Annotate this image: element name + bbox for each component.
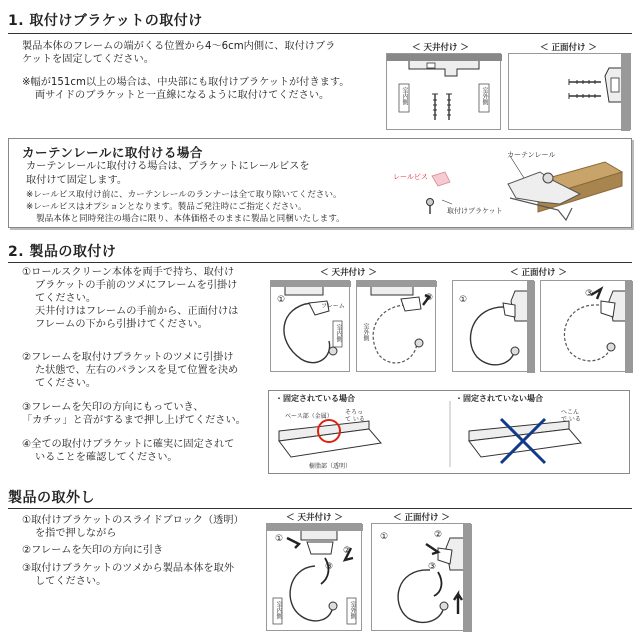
ceiling2-outdoor-label: 室外側 <box>362 323 369 341</box>
curtain-note1: ※レールビス取付け前に、カーテンレールのランナーは全て取り除いてください。 <box>26 190 342 200</box>
section2-ceiling-diagram-2 <box>356 280 436 372</box>
rail-screw-label: レールビス <box>393 173 428 181</box>
section2-step1-line5: フレームの下から引掛けてください。 <box>35 319 208 330</box>
rm-ceiling-outdoor-label: 室外側 <box>349 601 356 619</box>
section1-ceiling-diagram <box>386 53 501 130</box>
section2-title: 2. 製品の取付け <box>8 244 117 260</box>
section2-step3-line2: 「カチッ」と音がするまで押し上げてください。 <box>22 415 246 426</box>
section1-note-line1: ※幅が151cm以上の場合は、中央部にも取付けブラケットが付きます。 <box>22 77 350 88</box>
rm-front-n3: ③ <box>428 562 437 572</box>
rm-front-n2: ② <box>434 530 443 540</box>
section2-step2-line2: た状態で、左右のバランスを見て位置を決め <box>35 365 239 376</box>
section2-step1-line4: 天井付けはフレームの手前から、正面付けは <box>35 306 239 317</box>
section3-step2: ②フレームを矢印の方向に引き <box>22 545 164 556</box>
section3-ceiling-caption: ＜ 天井付け ＞ <box>286 513 343 523</box>
section1-note-line2: 両サイドのブラケットと一直線になるように取付けてください。 <box>35 90 330 101</box>
section3-ceiling-diagram <box>266 523 362 631</box>
section1-ceiling-caption: ＜ 天井付け ＞ <box>412 43 469 53</box>
bracket-label: 取付けブラケット <box>447 207 503 215</box>
rm-ceiling-n3: ③ <box>325 562 334 572</box>
curtain-note2: ※レールビスはオプションとなります。製品ご発注時にご指定ください。 <box>26 202 307 212</box>
section2-step2-line1: ②フレームを取付けブラケットのツメに引掛け <box>22 352 234 363</box>
curtain-line2: 取付けて固定します。 <box>26 175 128 186</box>
bent-label: へこんで いる <box>561 409 581 423</box>
section1-front-caption: ＜ 正面付け ＞ <box>540 43 597 53</box>
ceiling1-step-number: ① <box>277 295 286 305</box>
section3-title: 製品の取外し <box>8 490 95 506</box>
section2-front-diagram-2 <box>540 280 632 372</box>
rm-ceiling-n1: ① <box>275 534 284 544</box>
base-label: ベース部（金属） <box>285 413 333 420</box>
unfixed-caption: ・固定されていない場合 <box>455 394 543 403</box>
front2-step-number: ③ <box>585 289 594 299</box>
section1-paragraph1-line1: 製品本体のフレームの端がくる位置から4～6cm内側に、取付けブラ <box>22 41 336 52</box>
section3-step3-line2: してください。 <box>35 576 107 587</box>
section2-divider <box>8 262 632 263</box>
section3-step3-line1: ③取付けブラケットのツメから製品本体を取外 <box>22 563 234 574</box>
aligned-label: そろって いる <box>345 409 365 423</box>
rm-ceiling-indoor-label: 室内側 <box>275 601 282 619</box>
fixed-caption: ・固定されている場合 <box>275 394 355 403</box>
fixed-check-diagram <box>268 390 630 474</box>
section2-ceiling-caption: ＜ 天井付け ＞ <box>320 268 377 278</box>
section3-divider <box>8 508 632 509</box>
section3-step1-line1: ①取付けブラケットのスライドブロック（透明） <box>22 515 244 526</box>
section2-ceiling-diagram-1 <box>270 280 350 372</box>
ceiling-indoor-label: 室内側 <box>401 87 408 105</box>
resin-label: 樹脂部（透明） <box>309 463 352 470</box>
section3-step1-line2: を指で押しながら <box>35 528 117 539</box>
curtain-line1: カーテンレールに取付ける場合は、ブラケットにレールビスを <box>26 161 310 172</box>
section2-step1-line1: ①ロールスクリーン本体を両手で持ち、取付け <box>22 267 235 278</box>
ceiling2-step-number: ③ <box>425 293 434 303</box>
ceiling1-frame-label: フレーム <box>321 303 345 310</box>
rm-ceiling-n2: ② <box>343 546 352 556</box>
section3-front-diagram <box>371 523 471 631</box>
section1-front-diagram <box>508 53 631 130</box>
section2-step4-line2: いることを確認してください。 <box>35 452 178 463</box>
section2-step2-line3: てください。 <box>35 378 97 389</box>
curtain-title: カーテンレールに取付ける場合 <box>22 145 203 160</box>
curtain-rail-label: カーテンレール <box>507 151 556 159</box>
front1-step-number: ① <box>459 295 468 305</box>
front-bracket-illustration <box>509 54 632 131</box>
section1-paragraph1-line2: ケットを固定してください。 <box>22 54 154 65</box>
section2-front-caption: ＜ 正面付け ＞ <box>510 268 567 278</box>
section2-step1-line2: ブラケットの手前のツメにフレームを引掛け <box>35 280 238 291</box>
section2-front-diagram-1 <box>452 280 534 372</box>
section2-step4-line1: ④全ての取付けブラケットに確実に固定されて <box>22 439 235 450</box>
section1-divider <box>8 33 632 34</box>
section2-step1-line3: てください。 <box>35 293 97 304</box>
ceiling1-indoor-label: 室内側 <box>335 324 342 342</box>
ceiling-outdoor-label: 室外側 <box>481 87 488 105</box>
section2-step3-line1: ③フレームを矢印の方向にもっていき、 <box>22 402 204 413</box>
rm-front-n1: ① <box>380 532 389 542</box>
curtain-note3: 製品本体と同時発注の場合に限り、本体価格そのままに製品と同梱いたします。 <box>36 214 345 224</box>
section3-front-caption: ＜ 正面付け ＞ <box>393 513 450 523</box>
section1-title: 1. 取付けブラケットの取付け <box>8 13 203 29</box>
